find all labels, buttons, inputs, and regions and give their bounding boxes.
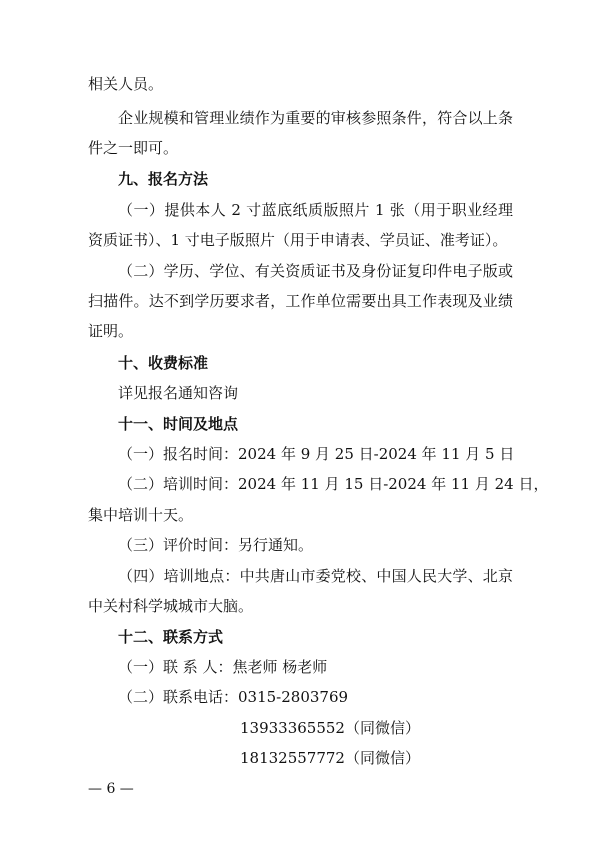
section-heading-11: 十一、时间及地点 [118, 415, 239, 433]
paragraph-line: 件之一即可。 [88, 139, 179, 157]
paragraph-line: （三）评价时间：另行通知。 [118, 536, 314, 554]
phone-number: 13933365552（同微信） [240, 719, 420, 737]
paragraph-line: 证明。 [88, 322, 134, 340]
page-number: — 6 — [88, 781, 134, 797]
paragraph-line: （一）报名时间：2024 年 9 月 25 日-2024 年 11 月 5 日 [118, 445, 515, 463]
phone-number: 18132557772（同微信） [240, 749, 420, 767]
paragraph-line: 企业规模和管理业绩作为重要的审核参照条件，符合以上条 [118, 109, 513, 127]
section-heading-9: 九、报名方法 [118, 170, 209, 188]
paragraph-line: 详见报名通知咨询 [118, 384, 239, 402]
paragraph-line: 集中培训十天。 [88, 506, 194, 524]
paragraph-line: （二）学历、学位、有关资质证书及身份证复印件电子版或 [118, 262, 513, 280]
paragraph-line: （二）培训时间：2024 年 11 月 15 日-2024 年 11 月 24 日， [118, 475, 549, 493]
section-heading-12: 十二、联系方式 [118, 628, 224, 646]
paragraph-line: （一）联 系 人：焦老师 杨老师 [118, 658, 328, 676]
paragraph-line: （一）提供本人 2 寸蓝底纸质版照片 1 张（用于职业经理 [118, 201, 513, 219]
section-heading-10: 十、收费标准 [118, 354, 209, 372]
paragraph-line: （四）培训地点：中共唐山市委党校、中国人民大学、北京 [118, 567, 513, 585]
paragraph-line: （二）联系电话：0315-2803769 [118, 688, 349, 706]
paragraph-line: 资质证书）、1 寸电子版照片（用于申请表、学员证、准考证）。 [88, 231, 508, 249]
paragraph-line: 相关人员。 [88, 75, 164, 93]
paragraph-line: 中关村科学城城市大脑。 [88, 597, 254, 615]
paragraph-line: 扫描件。达不到学历要求者，工作单位需要出具工作表现及业绩 [88, 292, 513, 310]
